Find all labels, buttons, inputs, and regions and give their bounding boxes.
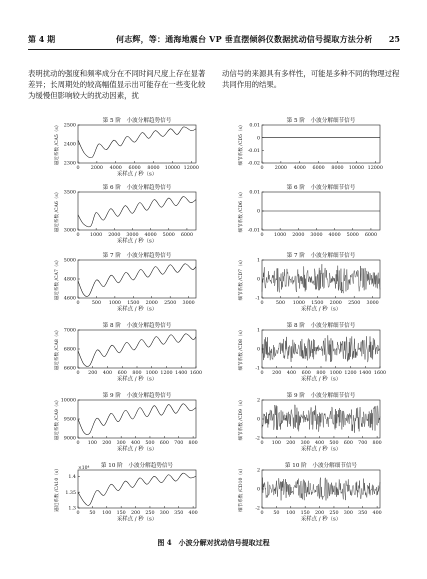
y-axis-label: 逼近系数 /CA5（s）: [55, 122, 60, 166]
x-axis-label: 采样点 / 秒（s）: [300, 446, 342, 453]
y-tick-label: 4800: [63, 277, 76, 283]
x-tick-label: 500: [329, 441, 339, 446]
y-tick-label: 0: [256, 417, 260, 423]
y-tick-label: -0.02: [247, 161, 260, 167]
y-tick-label: 3500: [63, 190, 76, 196]
plot-frame: [78, 192, 196, 230]
running-title: 何志辉，等：通海地震台 VP 垂直摆倾斜仪数据扰动信号提取方法分析: [116, 34, 373, 44]
x-tick-label: 2000: [90, 166, 103, 171]
x-tick-label: 0: [260, 511, 264, 516]
page-number: 25: [388, 34, 400, 44]
x-tick-label: 2000: [108, 233, 121, 238]
body-text-left: 表明扰动的强度和频率成分在不同时间尺度上存在显著差异；长周期处的较高幅值显示出可能存在一些变化较为缓慢但影响较大的扰动因素，扰: [28, 69, 206, 100]
y-tick-label: 1.35: [65, 490, 76, 496]
y-tick-label: -1: [255, 366, 260, 372]
y-tick-label: 1: [256, 328, 260, 334]
y-tick-label: -0.01: [247, 228, 260, 234]
body-text-right: 动信号的来源具有多样性，可能是多种不同的物理过程共同作用的结果。: [222, 69, 400, 89]
y-axis-label: 逼近系数 /CA7（s）: [55, 257, 60, 301]
y-tick-label: 1.4: [68, 474, 76, 480]
y-tick-label: 6600: [63, 366, 76, 372]
y-tick-label: 9000: [63, 436, 76, 442]
x-tick-label: 12000: [183, 166, 199, 171]
x-tick-label: 4000: [328, 233, 341, 238]
chart-title: 第 7 阶 小波分解趋势信号: [102, 253, 172, 259]
x-tick-label: 1000: [108, 301, 121, 306]
x-tick-label: 100: [102, 511, 112, 516]
x-tick-label: 10000: [348, 166, 365, 171]
y-tick-label: 0: [256, 136, 260, 142]
x-tick-label: 200: [286, 441, 296, 446]
x-tick-label: 50: [89, 511, 96, 516]
x-tick-label: 400: [372, 511, 382, 516]
x-tick-label: 200: [314, 511, 325, 516]
series-line: [78, 264, 196, 297]
x-axis-label: 采样点 / 秒（s）: [116, 306, 158, 313]
x-axis-label: 采样点 / 秒（s）: [116, 171, 158, 178]
x-tick-label: 4000: [293, 166, 306, 171]
x-tick-label: 1000: [145, 371, 158, 376]
x-tick-label: 8000: [331, 166, 344, 171]
y-tick-label: -2: [255, 436, 260, 442]
series-line: [78, 334, 196, 367]
x-tick-label: 3000: [182, 301, 195, 306]
x-tick-label: 0: [76, 371, 80, 376]
issue-number: 第 4 期: [28, 34, 56, 44]
x-tick-label: 300: [343, 511, 353, 516]
y-multiplier: ×10⁴: [78, 466, 90, 471]
x-tick-label: 350: [174, 511, 184, 516]
x-tick-label: 4000: [144, 233, 157, 238]
plot-frame: [78, 470, 196, 508]
x-tick-label: 300: [116, 441, 126, 446]
x-tick-label: 6000: [128, 166, 141, 171]
x-tick-label: 500: [145, 441, 155, 446]
x-tick-label: 10000: [164, 166, 181, 171]
series-line: [78, 404, 196, 435]
series-line: [78, 197, 196, 227]
x-tick-label: 1200: [160, 371, 173, 376]
x-tick-label: 0: [260, 371, 264, 376]
x-tick-label: 600: [343, 441, 353, 446]
x-tick-label: 350: [358, 511, 368, 516]
x-tick-label: 12000: [367, 166, 383, 171]
plot-frame: [78, 330, 196, 368]
x-axis-label: 采样点 / 秒（s）: [300, 306, 342, 313]
series-line: [262, 264, 380, 293]
x-tick-label: 700: [174, 441, 184, 446]
chart-title: 第 5 阶 小波分解趋势信号: [102, 118, 172, 124]
x-tick-label: 600: [117, 371, 127, 376]
y-tick-label: 0: [256, 487, 260, 493]
x-tick-label: 800: [316, 371, 326, 376]
y-tick-label: 7000: [63, 328, 76, 334]
y-tick-label: 0.01: [249, 190, 260, 196]
x-tick-label: 6000: [312, 166, 325, 171]
x-tick-label: 2000: [329, 301, 342, 306]
y-tick-label: -2: [255, 506, 260, 512]
x-tick-label: 150: [300, 511, 310, 516]
series-line: [78, 127, 196, 158]
x-tick-label: 200: [102, 441, 112, 446]
x-tick-label: 300: [159, 511, 169, 516]
chart-title: 第 10 阶 小波分解细节信号: [284, 463, 358, 469]
x-tick-label: 1600: [373, 371, 387, 376]
x-tick-label: 50: [273, 511, 280, 516]
y-tick-label: 2300: [63, 161, 76, 167]
x-tick-label: 0: [76, 233, 80, 238]
x-tick-label: 0: [260, 233, 264, 238]
x-tick-label: 100: [271, 441, 281, 446]
x-tick-label: 1200: [344, 371, 357, 376]
x-tick-label: 0: [260, 441, 264, 446]
x-tick-label: 2500: [348, 301, 361, 306]
x-tick-label: 5000: [162, 233, 175, 238]
x-tick-label: 3000: [366, 301, 379, 306]
x-axis-label: 采样点 / 秒（s）: [300, 376, 342, 383]
x-tick-label: 2000: [292, 233, 305, 238]
x-axis-label: 采样点 / 秒（s）: [116, 376, 158, 383]
x-tick-label: 5000: [346, 233, 359, 238]
y-axis-label: 细节系数 /CD5（s）: [239, 122, 244, 166]
x-tick-label: 400: [286, 371, 297, 376]
chart-title: 第 6 阶 小波分解趋势信号: [102, 185, 172, 191]
x-tick-label: 1000: [90, 233, 103, 238]
y-tick-label: 0: [256, 277, 260, 283]
x-tick-label: 3000: [126, 233, 139, 238]
x-axis-label: 采样点 / 秒（s）: [116, 446, 158, 453]
x-tick-label: 4000: [109, 166, 122, 171]
x-tick-label: 1000: [292, 301, 305, 306]
x-tick-label: 1500: [127, 301, 140, 306]
series-line: [78, 473, 196, 505]
x-tick-label: 1400: [175, 371, 188, 376]
plot-frame: [262, 125, 380, 163]
y-axis-label: 逼近系数 /CA10（s）: [55, 466, 60, 512]
y-tick-label: 1: [256, 258, 260, 264]
y-axis-label: 细节系数 /CD6（s）: [239, 189, 244, 233]
x-tick-label: 250: [145, 511, 155, 516]
x-tick-label: 300: [300, 441, 310, 446]
chart-title: 第 8 阶 小波分解细节信号: [286, 323, 356, 329]
x-tick-label: 600: [301, 371, 311, 376]
x-tick-label: 500: [91, 301, 102, 306]
chart-title: 第 7 阶 小波分解细节信号: [286, 253, 356, 259]
x-tick-label: 0: [260, 301, 264, 306]
x-tick-label: 200: [272, 371, 282, 376]
x-tick-label: 150: [116, 511, 126, 516]
chart-title: 第 5 阶 小波分解细节信号: [286, 118, 356, 124]
y-tick-label: 9500: [63, 417, 76, 423]
x-tick-label: 0: [260, 166, 264, 171]
y-axis-label: 逼近系数 /CA8（s）: [55, 327, 60, 371]
chart-title: 第 6 阶 小波分解细节信号: [286, 185, 356, 191]
x-tick-label: 1500: [311, 301, 324, 306]
plot-frame: [78, 125, 196, 163]
x-tick-label: 0: [76, 301, 80, 306]
y-tick-label: 2: [256, 468, 260, 474]
x-tick-label: 600: [159, 441, 169, 446]
y-tick-label: 0: [256, 347, 260, 353]
x-tick-label: 0: [76, 441, 80, 446]
y-tick-label: 2400: [63, 142, 76, 148]
x-tick-label: 200: [88, 371, 98, 376]
x-tick-label: 700: [358, 441, 368, 446]
x-tick-label: 1400: [359, 371, 372, 376]
series-line: [262, 335, 380, 362]
x-tick-label: 800: [188, 441, 198, 446]
x-tick-label: 800: [372, 441, 382, 446]
x-tick-label: 1600: [189, 371, 203, 376]
x-tick-label: 8000: [147, 166, 160, 171]
x-tick-label: 400: [188, 511, 198, 516]
y-tick-label: 2500: [63, 123, 76, 129]
y-axis-label: 细节系数 /CD7（s）: [239, 257, 244, 301]
x-tick-label: 400: [102, 371, 113, 376]
x-axis-label: 采样点 / 秒（s）: [300, 516, 342, 523]
x-tick-label: 800: [132, 371, 142, 376]
plot-frame: [262, 400, 380, 438]
x-tick-label: 250: [329, 511, 339, 516]
chart-title: 第 8 阶 小波分解趋势信号: [102, 323, 172, 329]
x-tick-label: 400: [130, 441, 141, 446]
x-tick-label: 1000: [274, 233, 287, 238]
plot-frame: [78, 260, 196, 298]
x-tick-label: 0: [76, 166, 80, 171]
x-tick-label: 400: [314, 441, 325, 446]
y-tick-label: 5000: [63, 258, 76, 264]
y-axis-label: 细节系数 /CD10（s）: [239, 466, 244, 512]
chart-title: 第 10 阶 小波分解趋势信号: [100, 463, 174, 469]
y-tick-label: 3000: [63, 228, 76, 234]
chart-title: 第 9 阶 小波分解细节信号: [286, 393, 356, 399]
figure-caption: 图 4 小波分解对扰动信号提取过程: [157, 538, 270, 547]
y-axis-label: 逼近系数 /CA9（s）: [55, 397, 60, 441]
y-tick-label: 6800: [63, 347, 76, 353]
y-tick-label: 1.3: [68, 506, 76, 512]
y-axis-label: 细节系数 /CD9（s）: [239, 397, 244, 441]
x-tick-label: 0: [76, 511, 80, 516]
chart-title: 第 9 阶 小波分解趋势信号: [102, 393, 172, 399]
x-tick-label: 2000: [274, 166, 287, 171]
y-axis-label: 逼近系数 /CA6（s）: [55, 189, 60, 233]
x-tick-label: 6000: [364, 233, 378, 238]
y-tick-label: -0.01: [247, 148, 260, 154]
x-tick-label: 200: [130, 511, 141, 516]
y-tick-label: 2: [256, 398, 260, 404]
x-tick-label: 100: [87, 441, 97, 446]
y-axis-label: 细节系数 /CD8（s）: [239, 327, 244, 371]
x-axis-label: 采样点 / 秒（s）: [116, 516, 158, 523]
y-tick-label: 0.01: [249, 123, 260, 129]
x-tick-label: 2500: [164, 301, 177, 306]
y-tick-label: 10000: [60, 398, 76, 404]
y-tick-label: -1: [255, 296, 260, 302]
y-tick-label: 0: [256, 209, 260, 215]
x-axis-label: 采样点 / 秒（s）: [116, 238, 158, 245]
x-tick-label: 6000: [180, 233, 194, 238]
x-tick-label: 3000: [310, 233, 323, 238]
x-tick-label: 500: [275, 301, 286, 306]
x-tick-label: 100: [286, 511, 296, 516]
x-tick-label: 2000: [145, 301, 158, 306]
y-tick-label: 4600: [63, 296, 76, 302]
x-tick-label: 1000: [329, 371, 342, 376]
series-line: [262, 478, 380, 501]
series-line: [262, 405, 380, 433]
